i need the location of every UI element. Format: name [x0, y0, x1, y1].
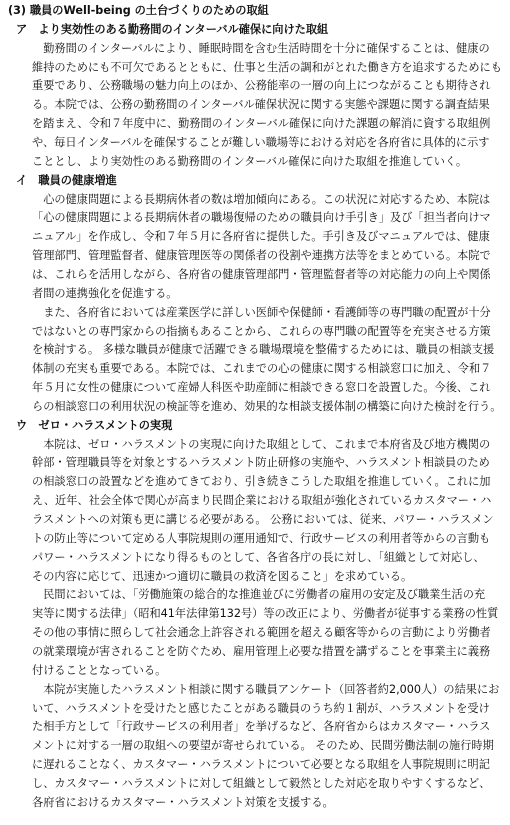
body-text-line: 付けることとなっている。 [32, 663, 167, 677]
body-text-line: 実等に関する法律」（昭和41年法律第132号）等の改正により、労働者が従事する業務の性質 [32, 607, 499, 621]
body-text-line: 維持のためにも不可欠であるとともに、仕事と生活の調和がとれた働き方を追求するためにも [32, 60, 502, 74]
body-text-line: の相談窓口の設置などを進めてきており、引き続きこうした取組を推進していく。これに加 [32, 475, 491, 489]
body-text-line: 民間においては、「労働施策の総合的な推進並びに労働者の雇用の安定及び職業生活の充 [32, 588, 486, 602]
body-text-line: は、これらを活用しながら、各府省の健康管理部門・管理監督者等の対応能力の向上や関係 [32, 267, 491, 281]
body-text-line: こととし、より実効性のある勤務間のインターバル確保に向けた取組を推進していく。 [32, 154, 468, 168]
body-text-line: 本院は、ゼロ・ハラスメントの実現に向けた取組として、これまで本府省及び地方機関の [32, 437, 491, 451]
body-text-line: メントに対する一層の取組への要望が寄せられている。 そのため、民間労働法制の施行時期 [32, 739, 494, 753]
section-heading: イ 職員の健康増進 [16, 173, 117, 187]
body-text-line: る。本院では、公務の勤務間のインターバル確保状況に関する実態や課題に関する調査結果 [32, 98, 490, 112]
body-text-line: に遅れることなく、カスタマー・ハラスメントについて必要となる取組を人事院規則に明記 [32, 758, 490, 771]
body-text-line: その他の事情に照らして社会通念上許容される範囲を超える顧客等からの言動により労働者 [32, 626, 491, 640]
section-heading: (3) 職員のWell-being の土台づくりのための取組 [8, 4, 269, 17]
body-text-line: 心の健康問題による長期病休者の数は増加傾向にある。この状況に対応するため、本院は [32, 192, 491, 206]
body-text-line: ニュアル」を作成し、令和７年５月に各府省に提供した。手引き及びマニュアルでは、健康 [32, 230, 490, 244]
body-text-line: の就業環境が害されることを防ぐため、雇用管理上必要な措置を講ずることを事業主に義務 [32, 644, 491, 658]
body-text-line: 本院が実施したハラスメント相談に関する職員アンケート（回答者約2,000人）の結果にお [32, 682, 500, 696]
body-text-line: らの相談窓口の利用状況の検証等を進め、効果的な相談支援体制の構築に向けた検討を行う。 [32, 399, 502, 413]
body-text-line: 「心の健康問題による長期病休者の職場復帰のための職員向け手引き」及び「担当者向けマ [32, 211, 491, 225]
body-text-line: ラスメントへの対策も更に講じる必要がある。 公務においては、従来、パワー・ハラスメン [32, 513, 494, 526]
body-text-line: 体制の充実も重要である。本院では、これまでの心の健康に関する相談窓口に加え、令和７ [32, 362, 492, 376]
body-text-line: また、各府省においては産業医学に詳しい医師や保健師・看護師等の専門職の配置が十分 [32, 305, 491, 319]
body-text-line: 管理部門、管理監督者、健康管理医等の関係者の役割や連携方法等をまとめている。本院で [32, 249, 491, 263]
body-text-line: ではないとの専門家からの指摘もあることから、これらの専門職の配置等を充実させる方策 [32, 324, 491, 338]
body-text-line: その内容に応じて、迅速かつ適切に職員の救済を図ること」を求めている。 [32, 569, 413, 583]
body-text-line: 者間の連携強化を促進する。 [32, 286, 178, 300]
body-text-line: 年５月に女性の健康について産婦人科医や助産師に相談できる窓口を設置した。今後、これ [32, 381, 491, 394]
body-text-line: 勤務間のインターバルにより、睡眠時間を含む生活時間を十分に確保することは、健康の [32, 41, 490, 55]
body-text-line: た相手方として「行政サービスの利用者」を挙げるなど、各府省からはカスタマー・ハラス [32, 720, 491, 734]
body-text-line: 幹部・管理職員等を対象とするハラスメント防止研修の実施や、ハラスメント相談員のため [32, 456, 490, 470]
body-text-line: え、近年、社会全体で関心が高まり民間企業における取組が強化されているカスタマー・ハ [32, 494, 492, 508]
body-text-line: 重要であり、公務職場の魅力向上のほか、公務能率の一層の向上につながることも期待され [32, 79, 491, 93]
body-text-line: いて、ハラスメントを受けたと感じたことがある職員のうち約１割が、ハラスメントを受け [32, 701, 490, 715]
section-heading: ア より実効性のある勤務間のインターバル確保に向けた取組 [16, 22, 329, 36]
body-text-line: トの防止等について定める人事院規則の運用通知で、行政サービスの利用者等からの言動も [32, 531, 491, 545]
body-text-line: パワー・ハラスメントになり得るものとして、各省各庁の長に対し、「組織として対応し、 [32, 550, 485, 564]
body-text-line: 各府省におけるカスタマー・ハラスメント対策を支援する。 [32, 795, 334, 809]
body-text-line: を検討する。 多様な職員が健康で活躍できる職場環境を整備するためには、職員の相談支援 [32, 343, 495, 357]
body-text-line: や、毎日インターバルを確保することが難しい職場等における対応を各府省に具体的に示す [32, 136, 490, 149]
body-text-line: を踏まえ、令和７年度中に、勤務間のインターバル確保に向けた課題の解消に資する取組例 [32, 117, 491, 131]
section-heading: ウ ゼロ・ハラスメントの実現 [16, 418, 173, 432]
body-text-line: し、カスタマー・ハラスメントに対して組織として毅然とした対応を取りやすくするなど、 [32, 776, 491, 790]
